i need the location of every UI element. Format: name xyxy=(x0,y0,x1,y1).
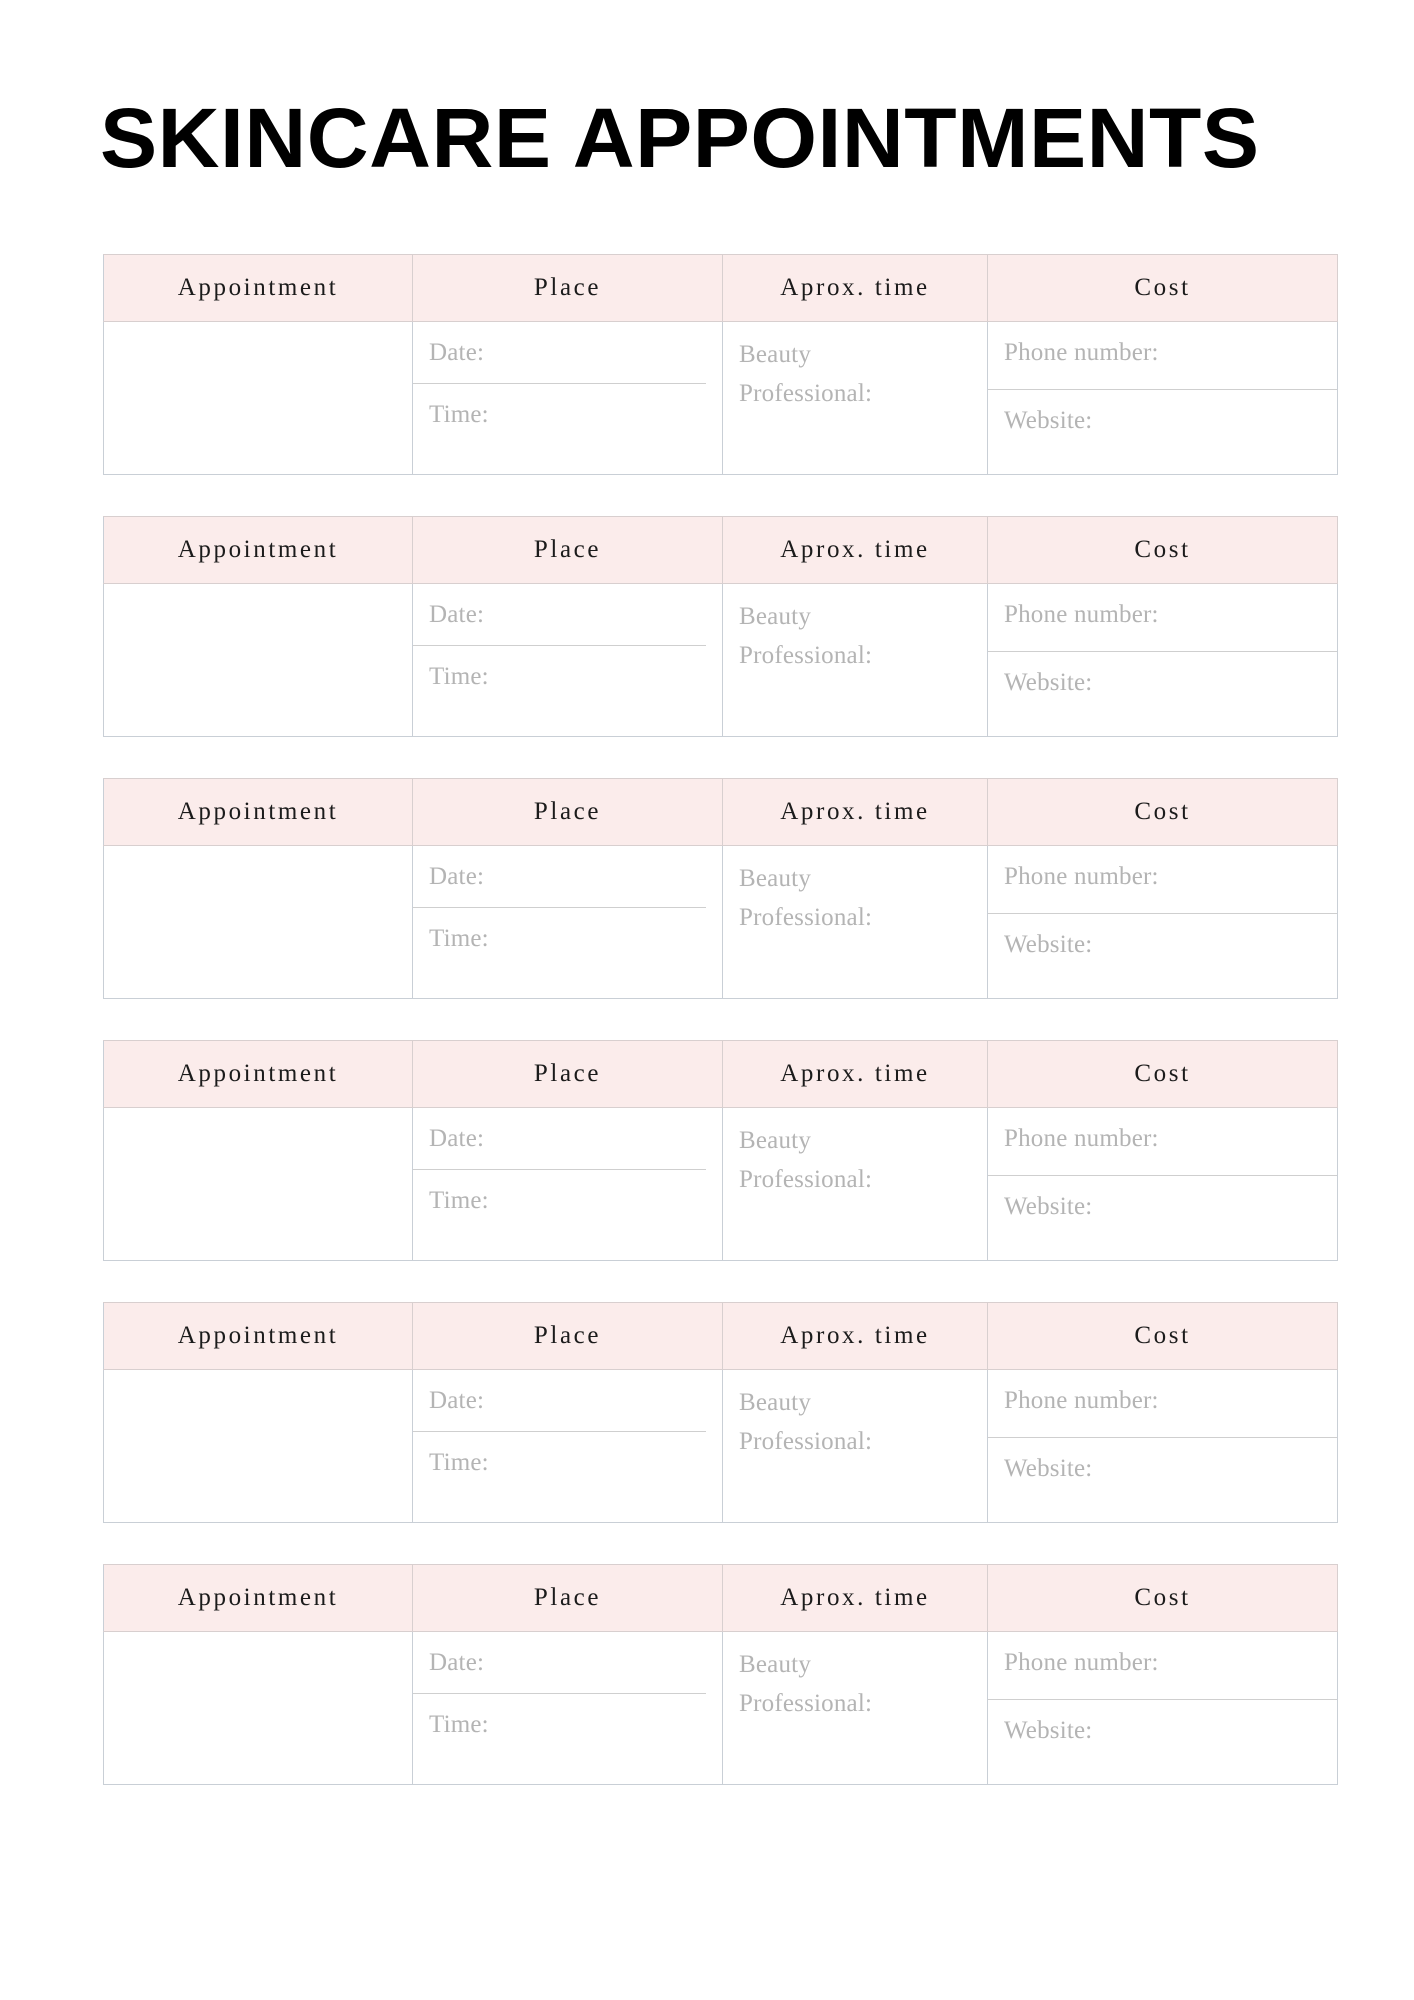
column-header-aprox-time: Aprox. time xyxy=(723,779,988,846)
table-header-row xyxy=(104,1565,1338,1632)
appointment-block xyxy=(103,1302,1337,1523)
cell-aprox-time[interactable] xyxy=(723,1370,988,1523)
appointment-input[interactable] xyxy=(104,1632,412,1784)
column-header-appointment: Appointment xyxy=(104,1041,413,1108)
cell-aprox-time[interactable] xyxy=(723,1108,988,1261)
website-field[interactable]: Website: xyxy=(1004,669,1093,696)
cell-place xyxy=(413,584,723,737)
professional-label: Professional: xyxy=(739,1690,873,1717)
time-field[interactable]: Time: xyxy=(429,1187,489,1214)
beauty-label: Beauty xyxy=(739,603,812,630)
table-header-row xyxy=(104,517,1338,584)
column-header-cost: Cost xyxy=(988,1565,1338,1632)
column-header-place: Place xyxy=(413,1041,723,1108)
cell-place xyxy=(413,1108,723,1261)
cell-aprox-time[interactable] xyxy=(723,322,988,475)
cell-cost xyxy=(988,1632,1338,1785)
professional-label: Professional: xyxy=(739,1166,873,1193)
table-body-row xyxy=(104,584,1338,737)
appointment-input[interactable] xyxy=(104,1108,412,1260)
phone-number-field[interactable]: Phone number: xyxy=(988,1370,1337,1438)
column-header-aprox-time: Aprox. time xyxy=(723,1041,988,1108)
cell-appointment[interactable] xyxy=(104,1108,413,1261)
website-field[interactable]: Website: xyxy=(1004,1455,1093,1482)
cell-appointment[interactable] xyxy=(104,1632,413,1785)
column-header-place: Place xyxy=(413,255,723,322)
website-field[interactable]: Website: xyxy=(1004,1193,1093,1220)
date-field[interactable]: Date: xyxy=(413,584,706,646)
table-body-row xyxy=(104,1370,1338,1523)
phone-number-field[interactable]: Phone number: xyxy=(988,846,1337,914)
column-header-cost: Cost xyxy=(988,255,1338,322)
phone-number-field[interactable]: Phone number: xyxy=(988,1632,1337,1700)
appointment-block xyxy=(103,1040,1337,1261)
appointment-table xyxy=(103,778,1338,999)
time-field[interactable]: Time: xyxy=(429,925,489,952)
column-header-aprox-time: Aprox. time xyxy=(723,517,988,584)
appointment-input[interactable] xyxy=(104,846,412,998)
table-body-row xyxy=(104,846,1338,999)
cell-cost xyxy=(988,322,1338,475)
appointment-table xyxy=(103,254,1338,475)
cell-cost xyxy=(988,1108,1338,1261)
column-header-cost: Cost xyxy=(988,1303,1338,1370)
cell-appointment[interactable] xyxy=(104,584,413,737)
cell-appointment[interactable] xyxy=(104,846,413,999)
professional-label: Professional: xyxy=(739,380,873,407)
appointment-table xyxy=(103,1564,1338,1785)
appointment-blocks-container xyxy=(103,254,1337,1785)
table-header-row xyxy=(104,255,1338,322)
table-header-row xyxy=(104,779,1338,846)
date-field[interactable]: Date: xyxy=(413,1108,706,1170)
beauty-label: Beauty xyxy=(739,1389,812,1416)
column-header-aprox-time: Aprox. time xyxy=(723,255,988,322)
appointment-block xyxy=(103,778,1337,999)
professional-label: Professional: xyxy=(739,642,873,669)
column-header-place: Place xyxy=(413,779,723,846)
column-header-appointment: Appointment xyxy=(104,255,413,322)
cell-place xyxy=(413,846,723,999)
appointment-table xyxy=(103,516,1338,737)
table-body-row xyxy=(104,1632,1338,1785)
cell-appointment[interactable] xyxy=(104,322,413,475)
cell-place xyxy=(413,322,723,475)
date-field[interactable]: Date: xyxy=(413,322,706,384)
phone-number-field[interactable]: Phone number: xyxy=(988,322,1337,390)
appointment-table xyxy=(103,1302,1338,1523)
column-header-appointment: Appointment xyxy=(104,517,413,584)
table-body-row xyxy=(104,1108,1338,1261)
time-field[interactable]: Time: xyxy=(429,663,489,690)
appointment-block xyxy=(103,1564,1337,1785)
cell-aprox-time[interactable] xyxy=(723,1632,988,1785)
beauty-professional-field[interactable] xyxy=(723,1108,987,1260)
table-body-row xyxy=(104,322,1338,475)
cell-cost xyxy=(988,1370,1338,1523)
beauty-label: Beauty xyxy=(739,1651,812,1678)
appointment-block xyxy=(103,516,1337,737)
beauty-professional-field[interactable] xyxy=(723,846,987,998)
column-header-place: Place xyxy=(413,1565,723,1632)
appointment-block xyxy=(103,254,1337,475)
table-header-row xyxy=(104,1041,1338,1108)
phone-number-field[interactable]: Phone number: xyxy=(988,584,1337,652)
page-title: SKINCARE APPOINTMENTS xyxy=(100,91,1260,185)
time-field[interactable]: Time: xyxy=(429,1449,489,1476)
beauty-professional-field[interactable] xyxy=(723,1370,987,1522)
beauty-label: Beauty xyxy=(739,1127,812,1154)
column-header-cost: Cost xyxy=(988,779,1338,846)
time-field[interactable]: Time: xyxy=(429,1711,489,1738)
date-field[interactable]: Date: xyxy=(413,1632,706,1694)
date-field[interactable]: Date: xyxy=(413,1370,706,1432)
date-field[interactable]: Date: xyxy=(413,846,706,908)
column-header-place: Place xyxy=(413,1303,723,1370)
phone-number-field[interactable]: Phone number: xyxy=(988,1108,1337,1176)
cell-cost xyxy=(988,584,1338,737)
cell-place xyxy=(413,1632,723,1785)
cell-place xyxy=(413,1370,723,1523)
column-header-appointment: Appointment xyxy=(104,779,413,846)
professional-label: Professional: xyxy=(739,1428,873,1455)
appointment-input[interactable] xyxy=(104,1370,412,1522)
beauty-professional-field[interactable] xyxy=(723,322,987,474)
table-header-row xyxy=(104,1303,1338,1370)
website-field[interactable]: Website: xyxy=(1004,407,1093,434)
column-header-aprox-time: Aprox. time xyxy=(723,1565,988,1632)
column-header-appointment: Appointment xyxy=(104,1565,413,1632)
cell-aprox-time[interactable] xyxy=(723,584,988,737)
website-field[interactable]: Website: xyxy=(1004,1717,1093,1744)
column-header-aprox-time: Aprox. time xyxy=(723,1303,988,1370)
beauty-professional-field[interactable] xyxy=(723,584,987,736)
cell-cost xyxy=(988,846,1338,999)
beauty-label: Beauty xyxy=(739,865,812,892)
column-header-place: Place xyxy=(413,517,723,584)
appointment-input[interactable] xyxy=(104,584,412,736)
professional-label: Professional: xyxy=(739,904,873,931)
appointment-table xyxy=(103,1040,1338,1261)
column-header-cost: Cost xyxy=(988,517,1338,584)
website-field[interactable]: Website: xyxy=(1004,931,1093,958)
column-header-cost: Cost xyxy=(988,1041,1338,1108)
beauty-professional-field[interactable] xyxy=(723,1632,987,1784)
cell-appointment[interactable] xyxy=(104,1370,413,1523)
column-header-appointment: Appointment xyxy=(104,1303,413,1370)
cell-aprox-time[interactable] xyxy=(723,846,988,999)
appointment-input[interactable] xyxy=(104,322,412,474)
beauty-label: Beauty xyxy=(739,341,812,368)
time-field[interactable]: Time: xyxy=(429,401,489,428)
